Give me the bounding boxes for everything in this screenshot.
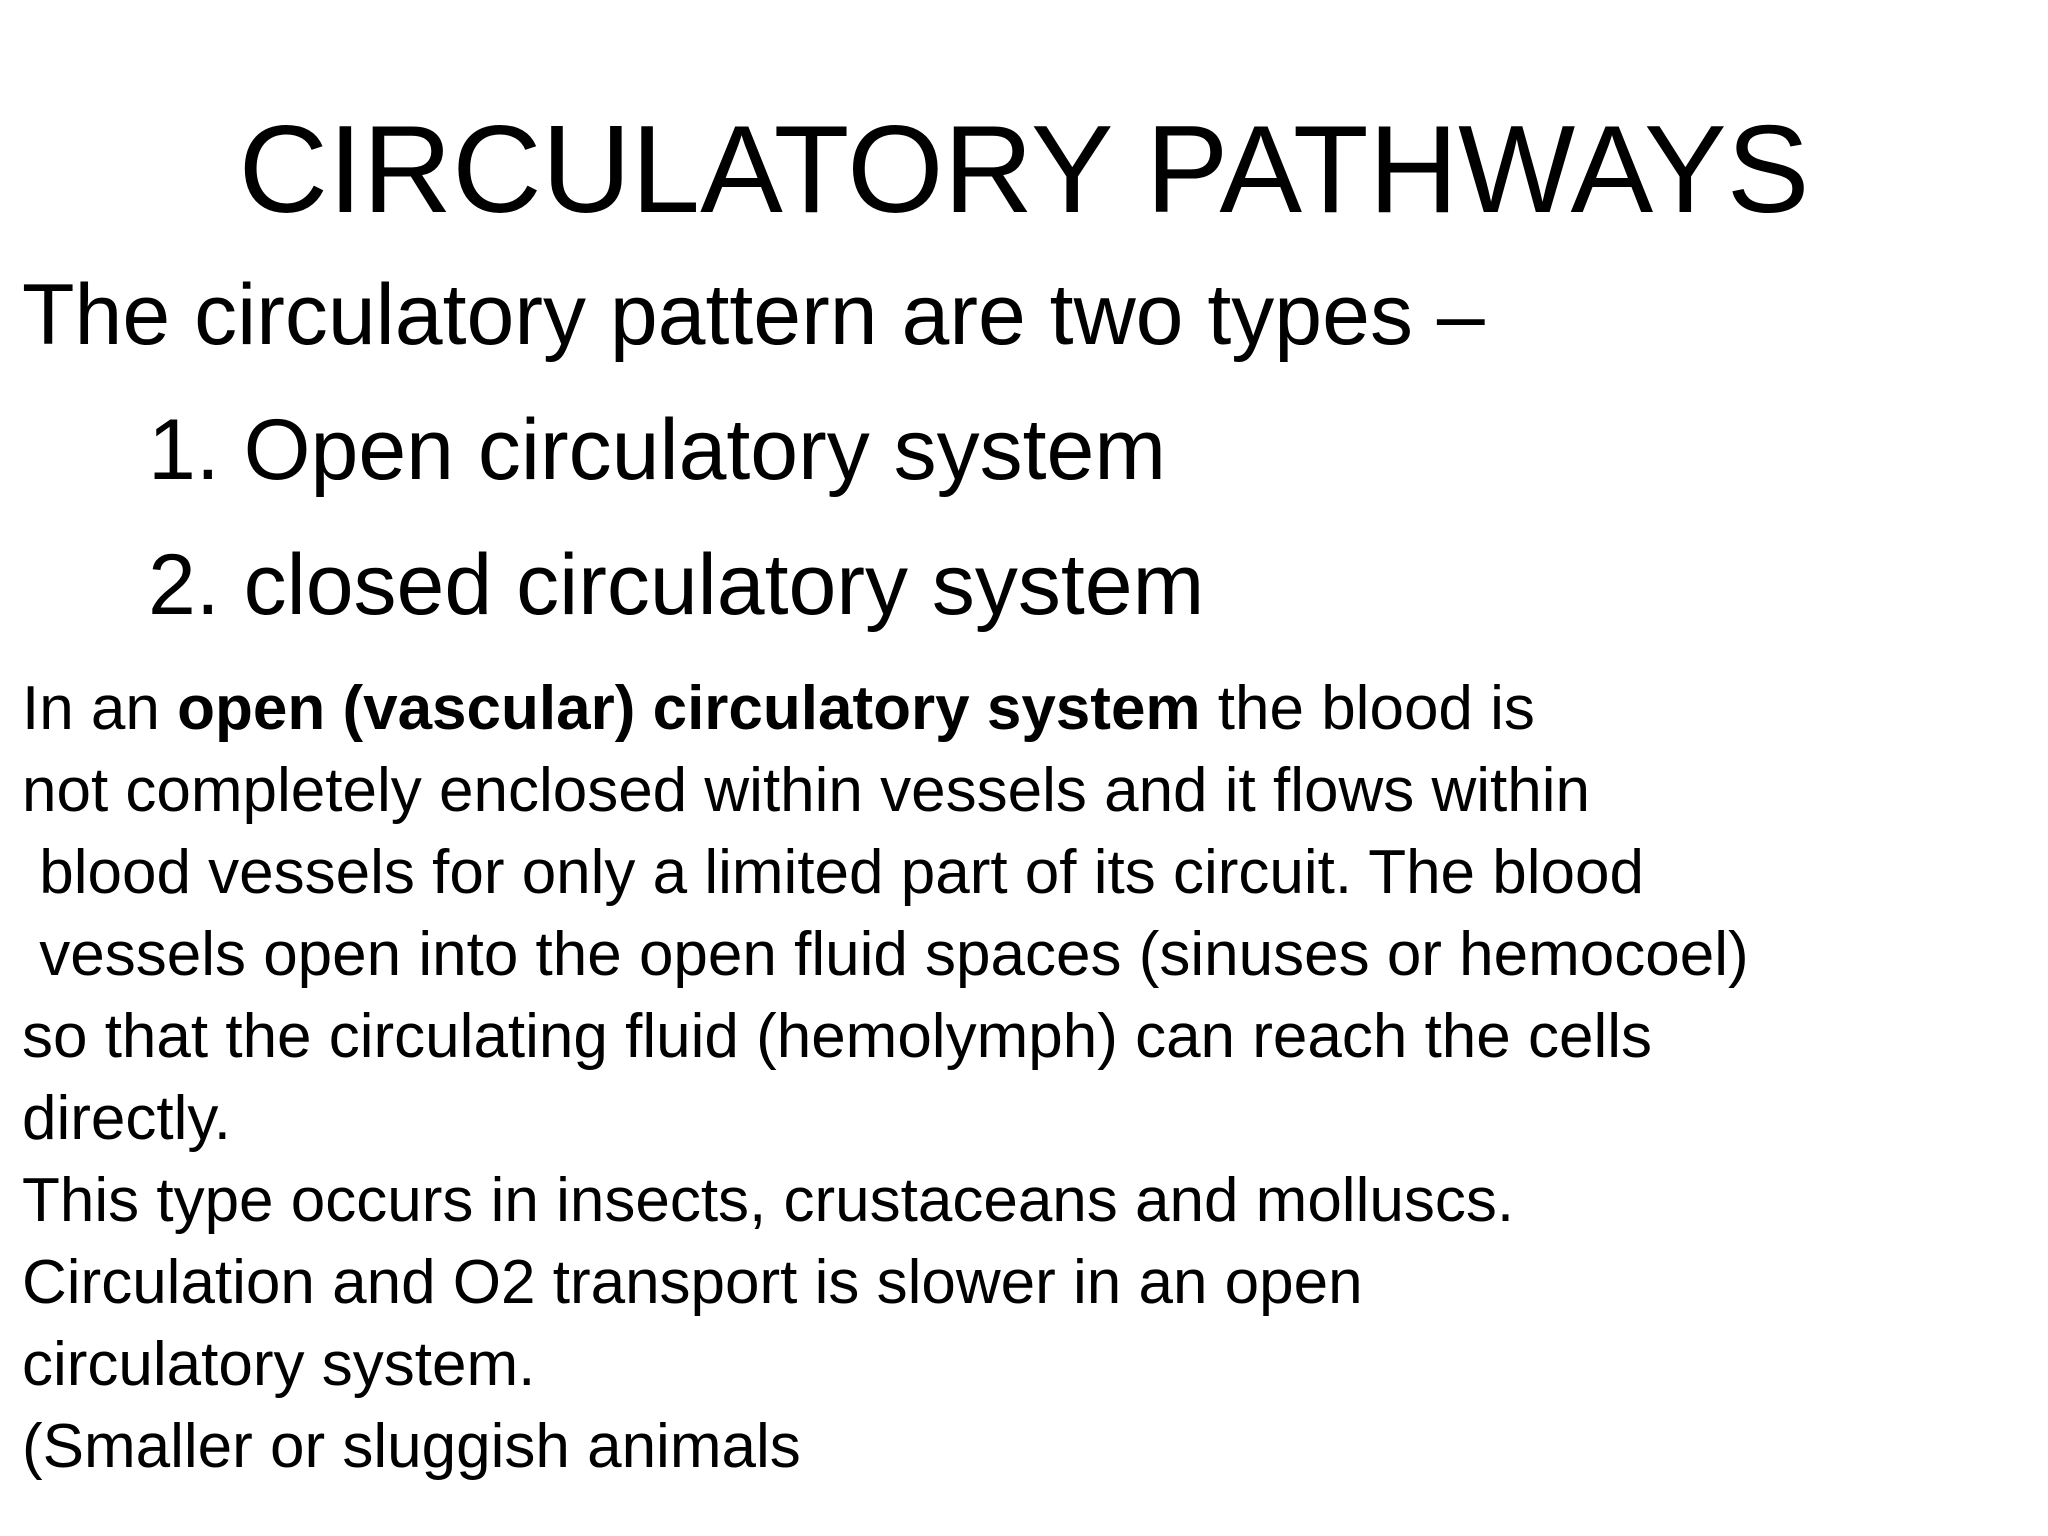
body-text-run: the blood is: [1200, 674, 1535, 743]
intro-line: The circulatory pattern are two types –: [22, 267, 1485, 363]
body-line: so that the circulating fluid (hemolymph) can reach the cells: [22, 1002, 1653, 1071]
list-item-open-system: 1. Open circulatory system: [148, 402, 1167, 498]
body-text-run: In an: [22, 674, 178, 743]
body-line: Circulation and O2 transport is slower in an open: [22, 1248, 1363, 1317]
body-line: directly.: [22, 1084, 232, 1153]
body-line: This type occurs in insects, crustaceans and molluscs.: [22, 1166, 1515, 1235]
list-item-closed-system: 2. closed circulatory system: [148, 537, 1205, 633]
body-line: [22, 668, 1749, 750]
body-line: vessels open into the open fluid spaces (sinuses or hemocoel): [22, 920, 1749, 989]
body-line: not completely enclosed within vessels and it flows within: [22, 756, 1590, 825]
bold-term: open (vascular) circulatory system: [177, 674, 1201, 743]
body-line: circulatory system.: [22, 1330, 536, 1399]
slide-title: CIRCULATORY PATHWAYS: [238, 101, 1810, 239]
body-line: blood vessels for only a limited part of its circuit. The blood: [22, 838, 1644, 907]
body-line: (Smaller or sluggish animals: [22, 1412, 801, 1481]
body-paragraph: [22, 668, 1749, 1488]
